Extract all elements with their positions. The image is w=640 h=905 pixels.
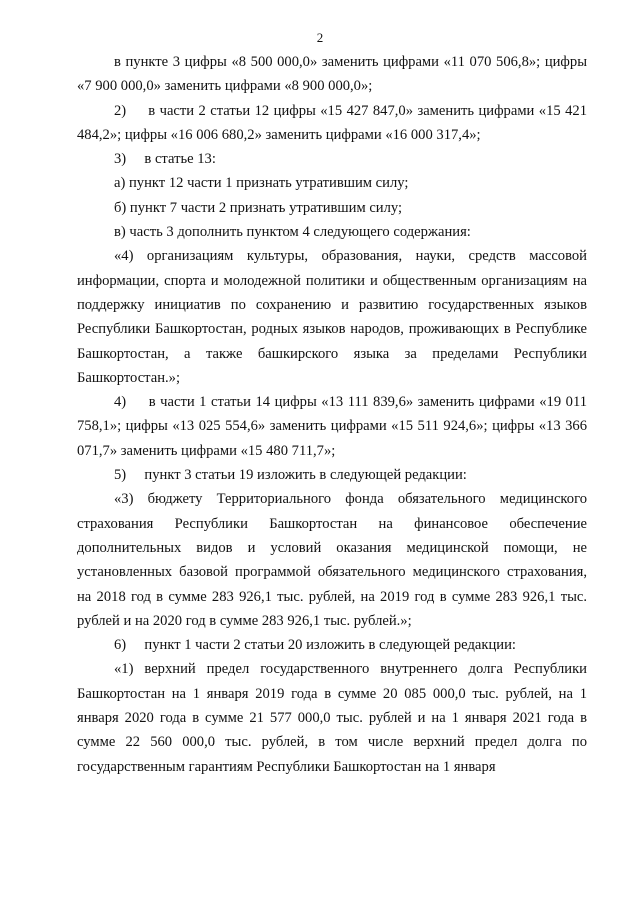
paragraph-7: «4) организациям культуры, образования, науки, средств массовой информации, спорта и молодежной политики и общественным организациям на поддержку инициатив по сохранению и развитию государственных языков Республики Башкортостан, родных языков народов, проживающих в Республике Башкортостан, а также башкирского языка за пределами Республики Башкортостан.»; — [77, 248, 587, 386]
paragraph-1: в пункте 3 цифры «8 500 000,0» заменить цифрами «11 070 506,8»; цифры «7 900 000,0» заменить цифрами «8 900 000,0»; — [77, 54, 587, 95]
paragraph-4: а) пункт 12 части 1 признать утратившим силу; — [114, 175, 409, 192]
paragraph-5: б) пункт 7 части 2 признать утратившим силу; — [114, 199, 403, 216]
paragraph-8: 4) в части 1 статьи 14 цифры «13 111 839,6» заменить цифрами «19 011 758,1»; цифры «13 025 554,6» заменить цифрами «15 511 924,6»; цифры «13 366 071,7» заменить цифрами «15 480 711,7»; — [77, 394, 587, 459]
paragraph-6: в) часть 3 дополнить пунктом 4 следующего содержания: — [114, 224, 471, 241]
paragraph-11: 6) пункт 1 части 2 статьи 20 изложить в следующей редакции: — [114, 637, 516, 654]
paragraph-9: 5) пункт 3 статьи 19 изложить в следующей редакции: — [114, 467, 467, 484]
document-body — [77, 50, 587, 779]
paragraph-2: 2) в части 2 статьи 12 цифры «15 427 847,0» заменить цифрами «15 421 484,2»; цифры «16 006 680,2» заменить цифрами «16 000 317,4»; — [77, 102, 587, 143]
paragraph-3: 3) в статье 13: — [114, 151, 216, 168]
page-number: 2 — [316, 30, 324, 45]
paragraph-10: «3) бюджету Территориального фонда обязательного медицинского страхования Республики Башкортостан на финансовое обеспечение дополнительных видов и условий оказания медицинской помощи, не установленных базовой программой обязательного медицинского страхования, на 2018 год в сумме 283 926,1 тыс. рублей, на 2019 год в сумме 283 926,1 тыс. рублей и на 2020 год в сумме 283 926,1 тыс. рублей.»; — [77, 491, 587, 629]
paragraph-12: «1) верхний предел государственного внутреннего долга Республики Башкортостан на 1 января 2019 года в сумме 20 085 000,0 тыс. рублей, на 1 января 2020 года в сумме 21 577 000,0 тыс. рублей и на 1 января 2021 года в сумме 22 560 000,0 тыс. рублей, в том числе верхний предел долга по государственным гарантиям Республики Башкортостан на 1 января — [77, 661, 587, 775]
